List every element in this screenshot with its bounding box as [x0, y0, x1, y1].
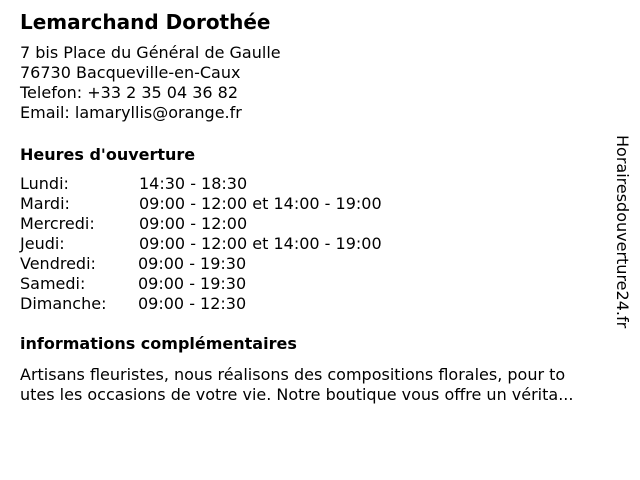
- contact-block: [20, 43, 281, 123]
- description-line-1: Artisans fleuristes, nous réalisons des compositions florales, pour to: [20, 365, 566, 384]
- description-line-2: utes les occasions de votre vie. Notre boutique vous offre un vérita...: [20, 385, 574, 404]
- business-description: [20, 365, 630, 405]
- day-label: Dimanche:: [20, 294, 107, 313]
- day-label: Vendredi:: [20, 254, 96, 273]
- day-label: Mercredi:: [20, 214, 95, 233]
- time-range: 14:30 - 18:30: [139, 174, 248, 193]
- day-label: Samedi:: [20, 274, 86, 293]
- time-range: 09:00 - 19:30: [138, 274, 247, 293]
- address-line-2: 76730 Bacqueville-en-Caux: [20, 63, 241, 82]
- address-line-1: 7 bis Place du Général de Gaulle: [20, 43, 281, 62]
- time-range: 09:00 - 12:00: [139, 214, 248, 233]
- site-watermark: Horairesdouverture24.fr: [613, 135, 632, 329]
- opening-hours-heading: Heures d'ouverture: [20, 145, 196, 164]
- time-range: 09:00 - 19:30: [138, 254, 247, 273]
- email-line: Email: lamaryllis@orange.fr: [20, 103, 242, 122]
- phone-line: Telefon: +33 2 35 04 36 82: [20, 83, 239, 102]
- day-label: Lundi:: [20, 174, 69, 193]
- day-label: Mardi:: [20, 194, 70, 213]
- additional-info-heading: informations complémentaires: [20, 334, 297, 353]
- time-range: 09:00 - 12:00 et 14:00 - 19:00: [139, 194, 382, 213]
- time-range: 09:00 - 12:30: [138, 294, 247, 313]
- day-label: Jeudi:: [20, 234, 65, 253]
- business-name: Lemarchand Dorothée: [20, 10, 271, 34]
- time-range: 09:00 - 12:00 et 14:00 - 19:00: [139, 234, 382, 253]
